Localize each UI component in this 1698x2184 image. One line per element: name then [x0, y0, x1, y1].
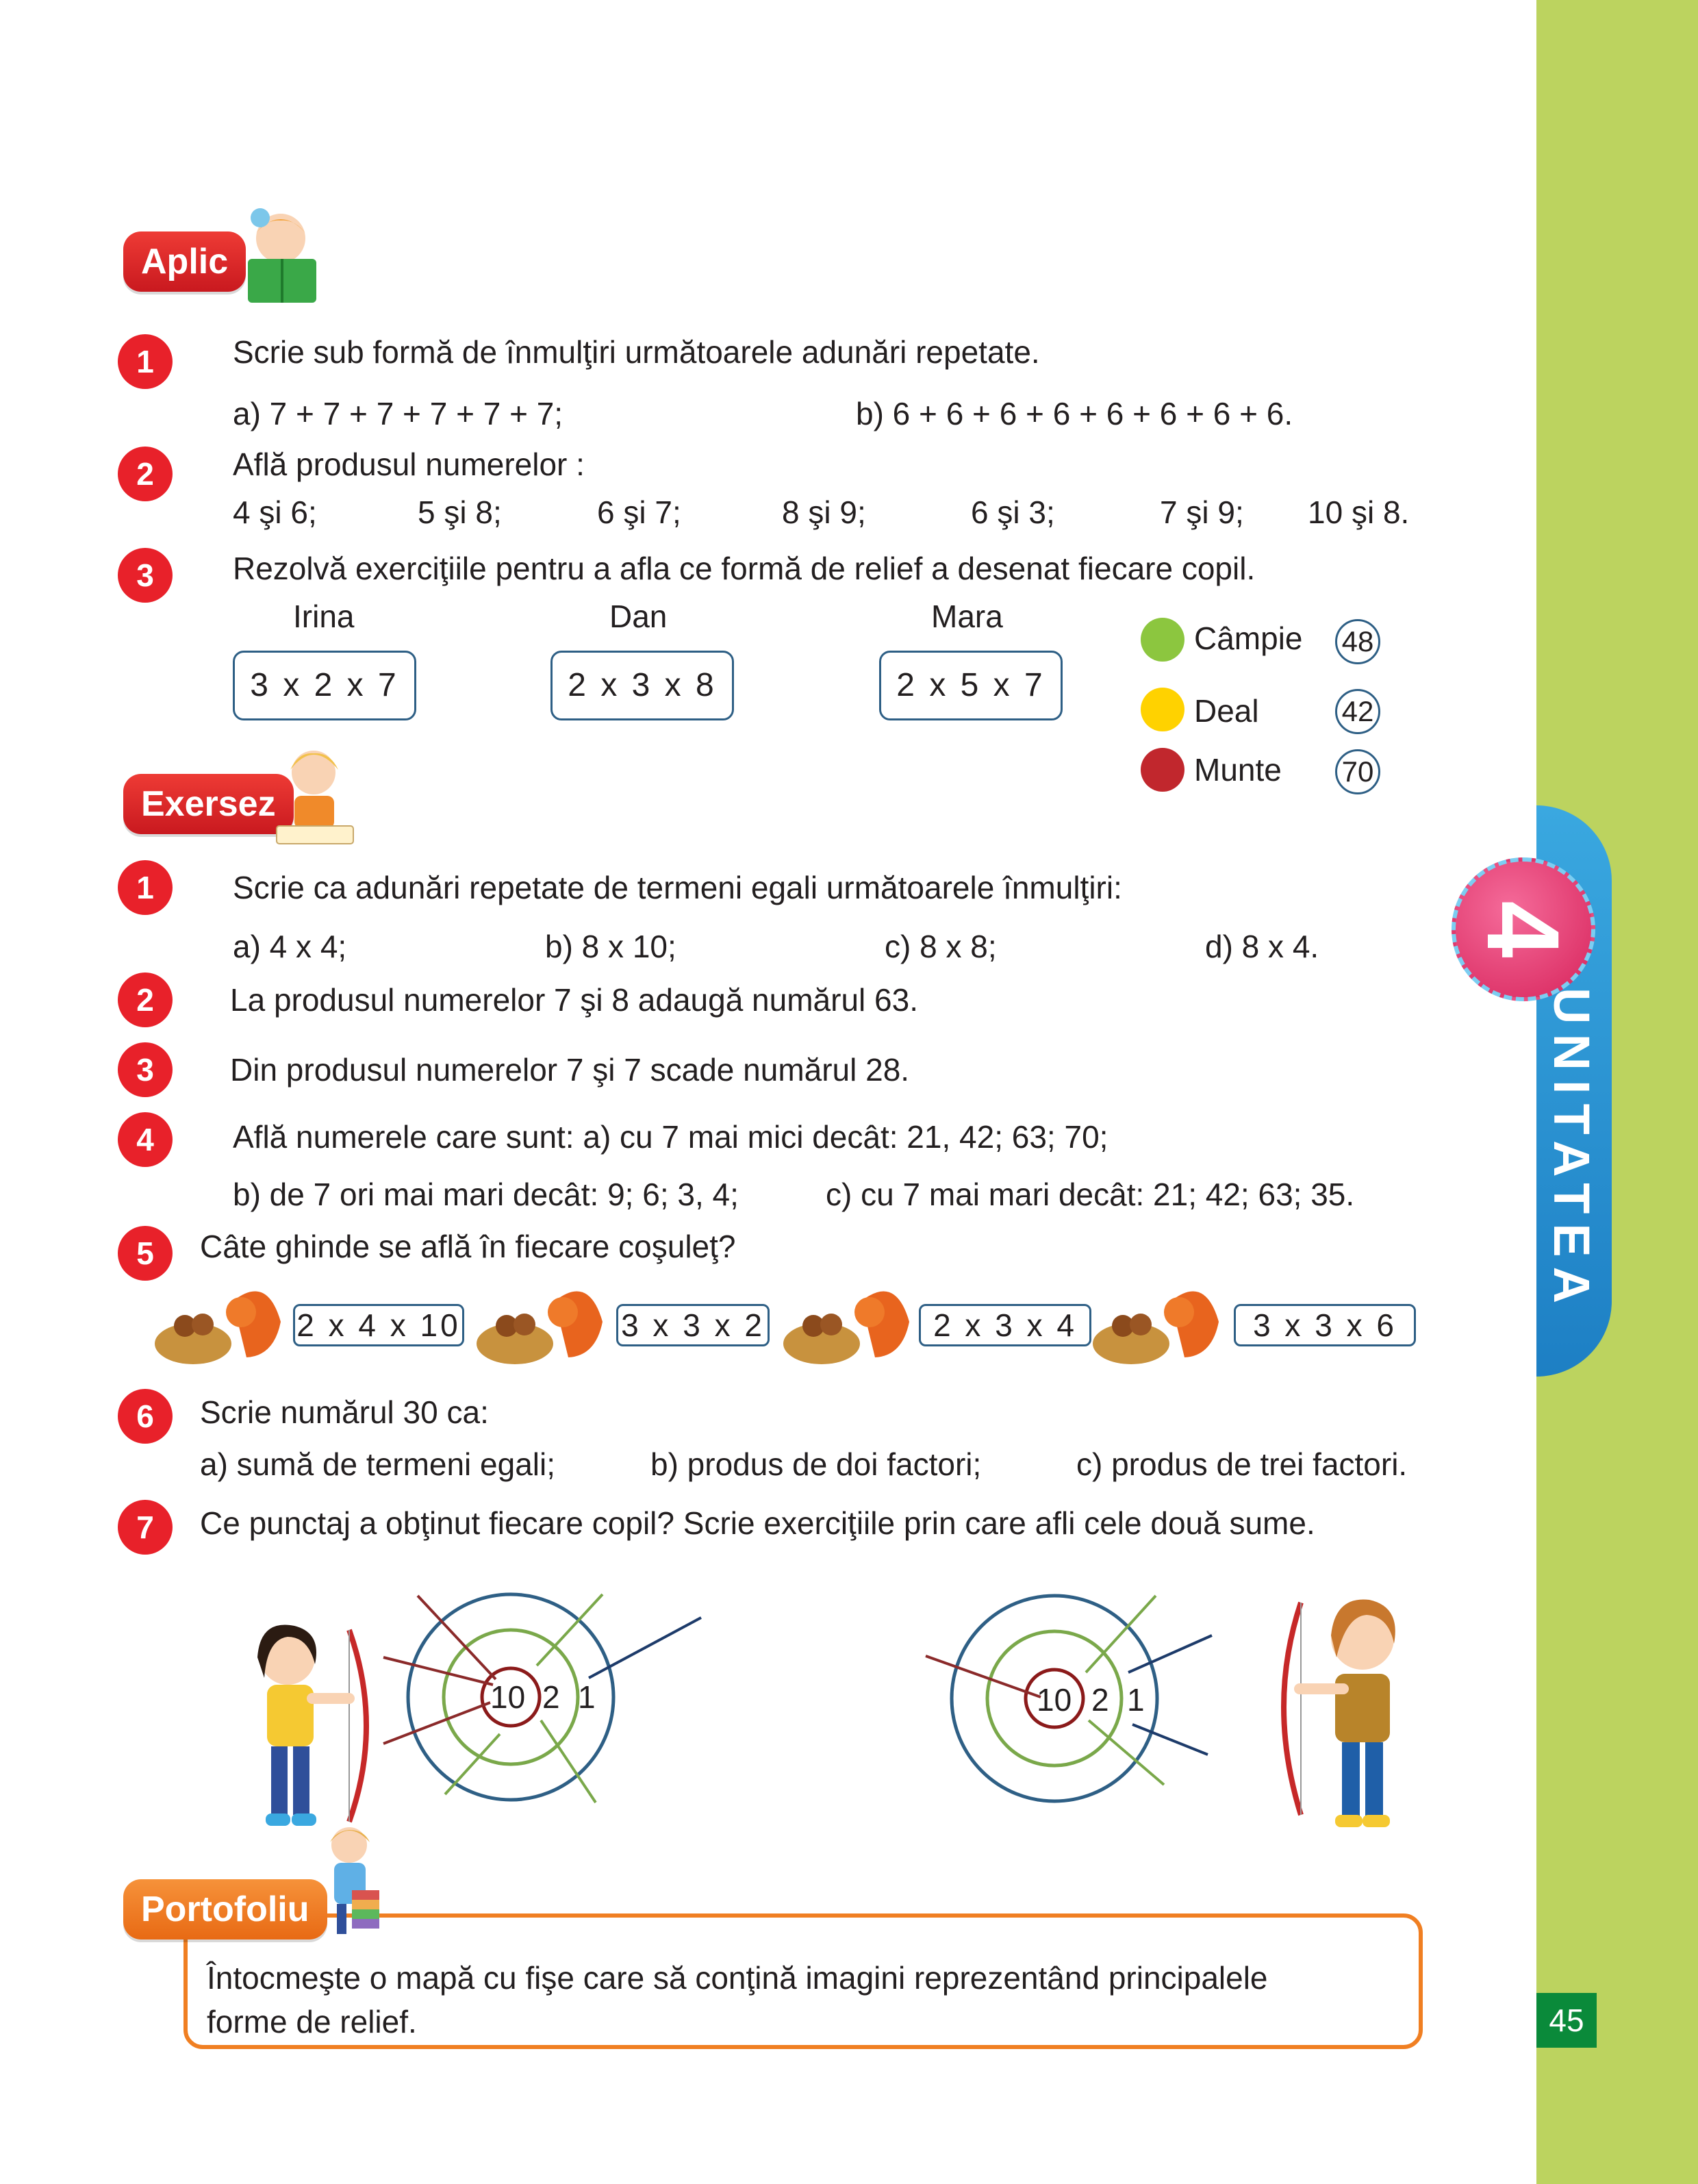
expression-box: 3 x 2 x 7 [233, 651, 416, 720]
exercise-item-c: c) 8 x 8; [885, 929, 997, 964]
number-pair: 8 şi 9; [782, 494, 866, 530]
target-score-2: 2 [1091, 1682, 1109, 1718]
legend-value: 48 [1335, 619, 1380, 664]
number-pair: 4 şi 6; [233, 494, 317, 530]
child-name: Mara [931, 599, 1003, 634]
exercise-item-b: b) 8 x 10; [545, 929, 676, 964]
basket-expression: 2 x 3 x 4 [919, 1304, 1091, 1346]
legend-label: Câmpie [1194, 620, 1303, 656]
legend-value: 42 [1335, 689, 1380, 734]
exercise-number-badge: 1 [118, 334, 173, 389]
exercise-instruction: Scrie ca adunări repetate de termeni egali următoarele înmulţiri: [233, 870, 1122, 905]
exercise-number-badge: 7 [118, 1500, 173, 1555]
exercise-number-badge: 2 [118, 447, 173, 501]
target-score-1: 1 [578, 1679, 596, 1715]
target-score-10: 10 [1037, 1682, 1072, 1718]
exercise-instruction: La produsul numerelor 7 şi 8 adaugă numărul 63. [230, 982, 918, 1018]
exercise-item-c: c) cu 7 mai mari decât: 21; 42; 63; 35. [826, 1177, 1355, 1212]
basket-expression: 3 x 3 x 6 [1234, 1304, 1416, 1346]
child-name: Dan [609, 599, 668, 634]
legend-dot-munte [1141, 748, 1184, 792]
number-pair: 10 şi 8. [1308, 494, 1410, 530]
exercise-instruction: Scrie numărul 30 ca: [200, 1394, 489, 1430]
exercise-item-b: b) produs de doi factori; [650, 1446, 982, 1482]
page-number: 45 [1536, 1993, 1597, 2048]
legend-label: Munte [1194, 752, 1282, 788]
exercise-instruction: Ce punctaj a obţinut fiecare copil? Scrie exerciţiile prin care afli cele două sume. [200, 1505, 1315, 1541]
squirrel-basket-icon [472, 1281, 609, 1370]
squirrel-basket-icon [779, 1281, 916, 1370]
exercise-instruction: Scrie sub formă de înmulţiri următoarele adunări repetate. [233, 334, 1040, 370]
exercise-number-badge: 1 [118, 860, 173, 915]
section-portofoliu-tag: Portofoliu [123, 1879, 327, 1940]
exercise-item-b: b) de 7 ori mai mari decât: 9; 6; 3, 4; [233, 1177, 739, 1212]
reading-child-icon [233, 205, 335, 308]
number-pair: 6 şi 3; [971, 494, 1055, 530]
exercise-instruction: Din produsul numerelor 7 şi 7 scade numărul 28. [230, 1052, 910, 1088]
target-right [917, 1575, 1232, 1835]
number-pair: 5 şi 8; [418, 494, 502, 530]
target-score-1: 1 [1127, 1682, 1145, 1718]
basket-expression: 3 x 3 x 2 [616, 1304, 770, 1346]
squirrel-basket-icon [151, 1281, 288, 1370]
child-name: Irina [293, 599, 355, 634]
legend-dot-campie [1141, 618, 1184, 662]
unit-number: 4 [1466, 901, 1581, 958]
legend-label: Deal [1194, 693, 1259, 729]
unit-label: UNITATEA [1543, 988, 1600, 1314]
exercise-instruction: Află produsul numerelor : [233, 447, 585, 482]
exercise-instruction: Câte ghinde se află în fiecare coşuleţ? [200, 1229, 736, 1264]
exercise-number-badge: 2 [118, 972, 173, 1027]
exercise-item-c: c) produs de trei factori. [1076, 1446, 1408, 1482]
expression-box: 2 x 3 x 8 [550, 651, 734, 720]
exercise-number-badge: 5 [118, 1226, 173, 1281]
number-pair: 6 şi 7; [597, 494, 681, 530]
basket-expression: 2 x 4 x 10 [293, 1304, 464, 1346]
exercise-instruction: Rezolvă exerciţiile pentru a afla ce formă de relief a desenat fiecare copil. [233, 551, 1256, 586]
girl-with-books-icon [322, 1822, 383, 1938]
exercise-item-b: b) 6 + 6 + 6 + 6 + 6 + 6 + 6 + 6. [856, 396, 1293, 431]
exercise-item-a: a) 7 + 7 + 7 + 7 + 7 + 7; [233, 396, 563, 431]
exercise-item-a: a) 4 x 4; [233, 929, 347, 964]
expression-box: 2 x 5 x 7 [879, 651, 1063, 720]
exercise-item-d: d) 8 x 4. [1205, 929, 1319, 964]
exercise-number-badge: 3 [118, 548, 173, 603]
portfolio-text-line-1: Întocmeşte o mapă cu fişe care să conţină imagini reprezentând principalele [207, 1960, 1268, 1996]
legend-dot-deal [1141, 688, 1184, 731]
section-aplic-tag: Aplic [123, 231, 246, 292]
number-pair: 7 şi 9; [1160, 494, 1244, 530]
section-exersez-tag: Exersez [123, 774, 294, 834]
portfolio-text-line-2: forme de relief. [207, 2004, 417, 2039]
archer-boy-illustration [1260, 1589, 1424, 1835]
target-score-10: 10 [490, 1679, 526, 1715]
squirrel-basket-icon [1089, 1281, 1226, 1370]
target-score-2: 2 [542, 1679, 560, 1715]
exercise-number-badge: 3 [118, 1042, 173, 1097]
writing-child-icon [274, 740, 356, 849]
exercise-instruction: Află numerele care sunt: a) cu 7 mai mici decât: 21, 42; 63; 70; [233, 1119, 1108, 1155]
archer-girl-illustration [219, 1616, 383, 1835]
legend-value: 70 [1335, 749, 1380, 794]
exercise-number-badge: 6 [118, 1389, 173, 1444]
exercise-number-badge: 4 [118, 1112, 173, 1167]
exercise-item-a: a) sumă de termeni egali; [200, 1446, 556, 1482]
